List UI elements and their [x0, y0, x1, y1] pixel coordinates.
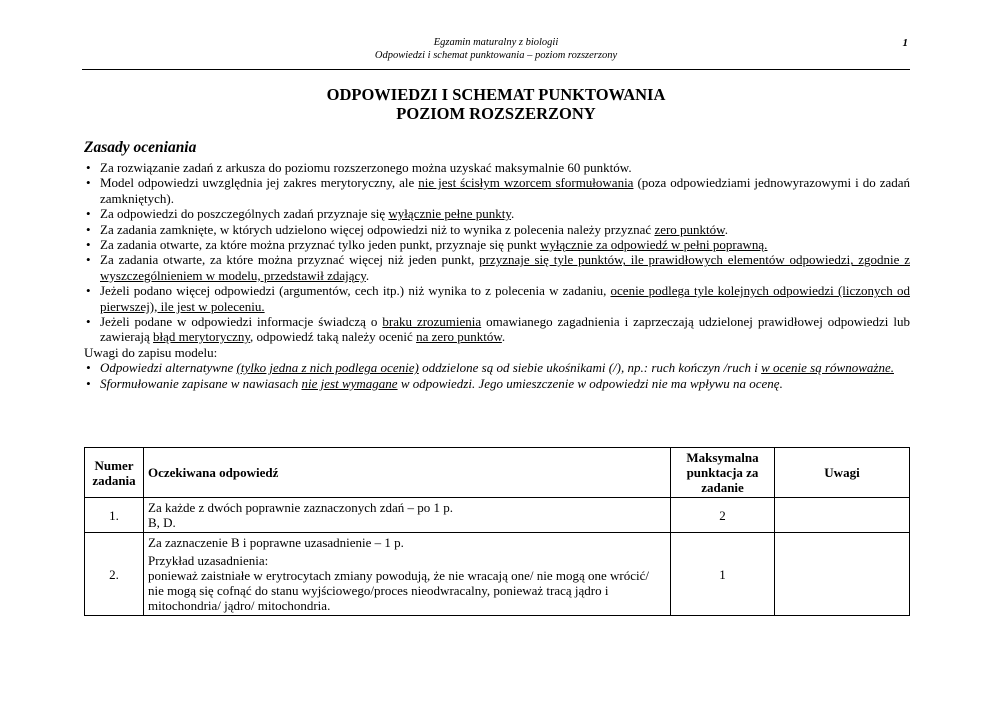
page-number: 1 — [902, 37, 908, 49]
header-task-number: Numer zadania — [85, 448, 144, 498]
header-exam-title: Egzamin maturalny z biologii — [433, 37, 559, 48]
rule-item: • Za odpowiedzi do poszczególnych zadań przyznaje się wyłącznie pełne punkty. — [84, 206, 910, 221]
table-row — [85, 533, 910, 616]
rule-item: • Za zadania otwarte, za które można przyznać tylko jeden punkt, przyznaje się punkt wyłącznie za odpowiedź w pełni poprawną. — [84, 237, 910, 252]
header-divider — [82, 69, 910, 70]
header-subtitle: Odpowiedzi i schemat punktowania – poziom rozszerzony — [374, 50, 618, 61]
rule-item: • Jeżeli podano więcej odpowiedzi (argumentów, cech itp.) niż wynika to z polecenia w zadaniu, ocenie podlega tyle kolejnych odpowiedzi (liczonych od pierwszej), ile jest w poleceniu. — [84, 283, 910, 314]
rule-item: • Model odpowiedzi uwzględnia jej zakres merytoryczny, ale nie jest ścisłym wzorcem sformułowania (poza odpowiedziami jednowyrazowymi i do zadań zamkniętych). — [84, 175, 910, 206]
rule-item: • Za zadania zamknięte, w których udzielono więcej odpowiedzi niż to wynika z polecenia należy przyznać zero punktów. — [84, 222, 910, 237]
model-note-item: • Odpowiedzi alternatywne (tylko jedna z nich podlega ocenie) oddzielone są od siebie ukośnikami (/), np.: ruch kończyn /ruch i w ocenie są równoważne. — [84, 360, 910, 375]
header-expected-answer: Oczekiwana odpowiedź — [144, 448, 671, 498]
max-points: 2 — [671, 498, 775, 533]
table-header-row — [85, 448, 910, 498]
rule-item: • Za rozwiązanie zadań z arkusza do poziomu rozszerzonego można uzyskać maksymalnie 60 punktów. — [84, 160, 910, 175]
expected-answer: Za każde z dwóch poprawnie zaznaczonych zdań – po 1 p. B, D. — [144, 498, 671, 533]
model-notes-list — [84, 360, 910, 391]
page-header — [82, 36, 910, 62]
notes-cell — [775, 533, 910, 616]
section-heading-grading-rules: Zasady oceniania — [84, 139, 197, 156]
rule-item: • Jeżeli podane w odpowiedzi informacje świadczą o braku zrozumienia omawianego zagadnienia i zaprzeczają udzielonej prawidłowej odpowiedzi lub zawierają błąd merytoryczny, odpowiedź taką należy ocenić na zero punktów. — [84, 314, 910, 345]
model-notes-heading: Uwagi do zapisu modelu: — [84, 344, 218, 360]
table-row — [85, 498, 910, 533]
max-points: 1 — [671, 533, 775, 616]
rules-list — [84, 160, 910, 345]
notes-cell — [775, 498, 910, 533]
title-line-1: ODPOWIEDZI I SCHEMAT PUNKTOWANIA — [326, 85, 666, 104]
document-title — [82, 85, 910, 123]
model-note-item: • Sformułowanie zapisane w nawiasach nie jest wymagane w odpowiedzi. Jego umieszczenie w odpowiedzi nie ma wpływu na ocenę. — [84, 376, 910, 391]
answers-table — [84, 447, 910, 616]
header-max-points: Maksymalna punktacja za zadanie — [671, 448, 775, 498]
task-number: 1. — [85, 498, 144, 533]
grading-rules — [84, 160, 910, 391]
rule-item: • Za zadania otwarte, za które można przyznać więcej niż jeden punkt, przyznaje się tyle punktów, ile prawidłowych elementów odpowiedzi, zgodnie z wyszczególnieniem w modelu, przedstawił zdający. — [84, 252, 910, 283]
header-notes: Uwagi — [775, 448, 910, 498]
task-number: 2. — [85, 533, 144, 616]
title-line-2: POZIOM ROZSZERZONY — [396, 104, 596, 123]
expected-answer: Za zaznaczenie B i poprawne uzasadnienie – 1 p. Przykład uzasadnienia: ponieważ zaistniałe w erytrocytach zmiany powodują, że nie wracają one/ nie mogą one wrócić/ nie mogą się cofnąć do stanu wyjściowego/proces nieodwracalny, ponieważ tracą jądro i mitochondria/ jądro/ mitochondria. — [144, 533, 671, 616]
